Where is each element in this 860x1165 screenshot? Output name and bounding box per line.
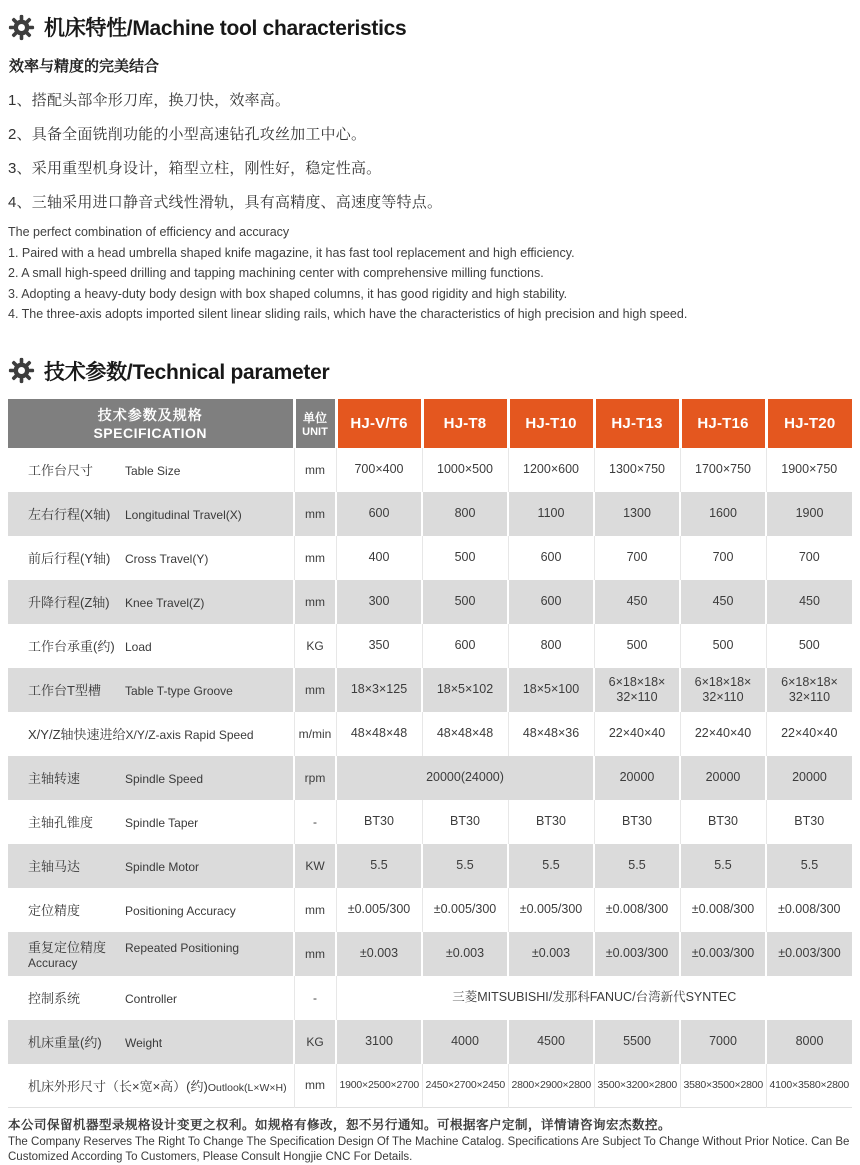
value-cell: 22×40×40 [680, 712, 766, 756]
unit-cell: mm [294, 932, 336, 976]
unit-cell: KG [294, 1020, 336, 1064]
value-cell: 500 [594, 624, 680, 668]
footnote-cn: 本公司保留机器型录规格设计变更之权利。如规格有修改，恕不另行通知。可根据客户定制，详情请咨询宏杰数控。 [8, 1118, 672, 1132]
row-label-en: Repeated Positioning Accuracy [28, 941, 240, 970]
section2-title: 技术参数/Technical parameter [44, 360, 330, 384]
value-cell: 1900×2500×2700 [336, 1064, 422, 1108]
row-label-cn: 主轴转速 [28, 771, 81, 786]
row-label-cn: 机床重量(约) [28, 1035, 102, 1050]
table-row [8, 580, 852, 624]
value-cell: ±0.005/300 [508, 888, 594, 932]
value-cell: 20000 [680, 756, 766, 800]
gear-icon [8, 357, 35, 384]
value-cell: 48×48×48 [336, 712, 422, 756]
row-label-cn: 升降行程(Z轴) [28, 595, 110, 610]
unit-cell: mm [294, 580, 336, 624]
value-cell: ±0.003/300 [766, 932, 852, 976]
table-row [8, 536, 852, 580]
value-cell: 20000(24000) [336, 756, 594, 800]
value-cell: 1900 [766, 492, 852, 536]
value-cell: 700×400 [336, 448, 422, 492]
value-cell: 5500 [594, 1020, 680, 1064]
value-cell: 800 [422, 492, 508, 536]
row-label [8, 624, 294, 668]
row-label-en: Outlook(L×W×H) [207, 1081, 287, 1094]
value-cell: 1700×750 [680, 448, 766, 492]
value-cell: 8000 [766, 1020, 852, 1064]
model-column-header: HJ-V/T6 [336, 399, 422, 448]
value-cell: 1300×750 [594, 448, 680, 492]
value-cell: ±0.003 [422, 932, 508, 976]
unit-header-cn: 单位 [302, 410, 327, 425]
model-column-header: HJ-T13 [594, 399, 680, 448]
feature-item-en: 1. Paired with a head umbrella shaped knife magazine, it has fast tool replacement and high efficiency. [8, 245, 575, 260]
value-cell: ±0.008/300 [766, 888, 852, 932]
spec-header-en: SPECIFICATION [93, 425, 208, 441]
table-row [8, 712, 852, 756]
row-label-en: Knee Travel(Z) [125, 596, 205, 610]
unit-cell: mm [294, 448, 336, 492]
value-cell: 300 [336, 580, 422, 624]
value-cell: ±0.008/300 [594, 888, 680, 932]
spec-table [8, 399, 852, 1109]
row-label [8, 800, 294, 844]
row-label-en: Cross Travel(Y) [125, 552, 209, 566]
value-cell: 700 [594, 536, 680, 580]
value-cell: 5.5 [508, 844, 594, 888]
row-label [8, 844, 294, 888]
row-label [8, 448, 294, 492]
row-label [8, 756, 294, 800]
value-cell: 450 [680, 580, 766, 624]
row-label-en: Longitudinal Travel(X) [125, 508, 242, 522]
row-label-en: Table Size [125, 464, 181, 478]
value-cell: 48×48×48 [422, 712, 508, 756]
row-label-cn: 工作台T型槽 [28, 683, 101, 698]
model-column-header: HJ-T8 [422, 399, 508, 448]
value-cell: 600 [422, 624, 508, 668]
table-row [8, 976, 852, 1020]
value-cell: 700 [766, 536, 852, 580]
value-cell: 20000 [766, 756, 852, 800]
row-label [8, 580, 294, 624]
unit-cell: KG [294, 624, 336, 668]
value-cell: 1900×750 [766, 448, 852, 492]
value-cell: BT30 [594, 800, 680, 844]
gear-icon [8, 14, 35, 41]
feature-item-en: 4. The three-axis adopts imported silent linear sliding rails, which have the characteristics of high precision and high speed. [8, 307, 688, 321]
table-row [8, 492, 852, 536]
spec-column-header [8, 399, 294, 448]
unit-cell: rpm [294, 756, 336, 800]
model-column-header: HJ-T20 [766, 399, 852, 448]
unit-cell: - [294, 976, 336, 1020]
value-cell: 6×18×18× 32×110 [766, 668, 852, 712]
value-cell: 600 [508, 580, 594, 624]
table-row [8, 668, 852, 712]
feature-list-en [8, 222, 852, 325]
table-row [8, 448, 852, 492]
unit-header-en: UNIT [302, 425, 328, 438]
row-label-cn: 工作台尺寸 [28, 463, 94, 478]
value-cell: 1600 [680, 492, 766, 536]
section1-heading [8, 12, 852, 42]
value-cell: 1000×500 [422, 448, 508, 492]
value-cell: 22×40×40 [594, 712, 680, 756]
value-cell: ±0.005/300 [422, 888, 508, 932]
unit-cell: mm [294, 536, 336, 580]
value-cell: BT30 [336, 800, 422, 844]
value-cell: 1200×600 [508, 448, 594, 492]
value-cell: 500 [422, 536, 508, 580]
row-label-en: Controller [125, 992, 178, 1006]
table-row [8, 844, 852, 888]
value-cell: 5.5 [422, 844, 508, 888]
row-label [8, 668, 294, 712]
value-cell: 400 [336, 536, 422, 580]
unit-cell: mm [294, 1064, 336, 1108]
value-cell: 三菱MITSUBISHI/发那科FANUC/台湾新代SYNTEC [336, 976, 852, 1020]
value-cell: 6×18×18× 32×110 [680, 668, 766, 712]
footnote-en: The Company Reserves The Right To Change The Specification Design Of The Machine Catalog. Specifications Are Subject To Change Without Prior Notice. Can Be Customized According To Customers, Please Consult Hongjie CNC For Details. [8, 1136, 850, 1163]
value-cell: 350 [336, 624, 422, 668]
value-cell: BT30 [508, 800, 594, 844]
table-row [8, 888, 852, 932]
value-cell: 2450×2700×2450 [422, 1064, 508, 1108]
value-cell: 5.5 [766, 844, 852, 888]
row-label-cn: 主轴马达 [28, 859, 81, 874]
model-column-header: HJ-T10 [508, 399, 594, 448]
row-label-en: Positioning Accuracy [125, 904, 236, 918]
value-cell: ±0.008/300 [680, 888, 766, 932]
value-cell: ±0.005/300 [336, 888, 422, 932]
row-label-cn: 重复定位精度 [28, 940, 107, 955]
value-cell: 500 [766, 624, 852, 668]
value-cell: ±0.003/300 [594, 932, 680, 976]
row-label [8, 536, 294, 580]
row-label-cn: 机床外形尺寸（长×宽×高）(约) [28, 1078, 208, 1094]
row-label-en: Table T-type Groove [125, 684, 233, 698]
row-label-en: X/Y/Z-axis Rapid Speed [125, 728, 254, 742]
value-cell: 7000 [680, 1020, 766, 1064]
row-label-cn: 定位精度 [28, 903, 81, 918]
row-label-en: Weight [125, 1036, 163, 1050]
unit-cell: - [294, 800, 336, 844]
feature-item-en: 2. A small high-speed drilling and tapping machining center with comprehensive milling functions. [8, 266, 544, 280]
value-cell: ±0.003 [508, 932, 594, 976]
row-label [8, 888, 294, 932]
feature-item-cn: 1、搭配头部伞形刀库，换刀快，效率高。 [8, 92, 291, 109]
value-cell: 800 [508, 624, 594, 668]
feature-intro-en: The perfect combination of efficiency and accuracy [8, 225, 290, 239]
row-label-cn: 工作台承重(约) [28, 639, 115, 654]
value-cell: 4100×3580×2800 [766, 1064, 852, 1108]
feature-item-en: 3. Adopting a heavy-duty body design with box shaped columns, it has good rigidity and high stability. [8, 286, 568, 301]
value-cell: 22×40×40 [766, 712, 852, 756]
value-cell: 700 [680, 536, 766, 580]
unit-cell: mm [294, 492, 336, 536]
value-cell: BT30 [766, 800, 852, 844]
value-cell: 5.5 [594, 844, 680, 888]
section1-title: 机床特性/Machine tool characteristics [44, 17, 407, 40]
value-cell: 18×5×100 [508, 668, 594, 712]
row-label [8, 492, 294, 536]
unit-cell: KW [294, 844, 336, 888]
value-cell: BT30 [422, 800, 508, 844]
value-cell: 3500×3200×2800 [594, 1064, 680, 1108]
row-label [8, 932, 294, 976]
section2-heading [8, 356, 852, 386]
value-cell: 1100 [508, 492, 594, 536]
feature-item-cn: 4、三轴采用进口静音式线性滑轨，具有高精度、高速度等特点。 [8, 194, 443, 211]
row-label [8, 712, 294, 756]
section1-subtitle: 效率与精度的完美结合 [9, 58, 160, 75]
row-label [8, 1020, 294, 1064]
value-cell: 6×18×18× 32×110 [594, 668, 680, 712]
value-cell: 450 [594, 580, 680, 624]
spec-header-cn: 技术参数及规格 [97, 407, 203, 423]
feature-item-cn: 3、采用重型机身设计，箱型立柱，刚性好，稳定性高。 [8, 160, 382, 177]
row-label-cn: 左右行程(X轴) [28, 507, 111, 522]
value-cell: 500 [422, 580, 508, 624]
row-label-cn: 主轴孔锥度 [28, 815, 94, 830]
row-label-en: Spindle Motor [125, 860, 200, 874]
value-cell: 4000 [422, 1020, 508, 1064]
unit-column-header [294, 399, 336, 448]
value-cell: 4500 [508, 1020, 594, 1064]
row-label-en: Spindle Speed [125, 772, 204, 786]
value-cell: 18×3×125 [336, 668, 422, 712]
value-cell: 3580×3500×2800 [680, 1064, 766, 1108]
row-label [8, 976, 294, 1020]
row-label [8, 1064, 294, 1108]
table-row [8, 1064, 852, 1108]
value-cell: BT30 [680, 800, 766, 844]
unit-cell: mm [294, 668, 336, 712]
unit-cell: m/min [294, 712, 336, 756]
feature-item-cn: 2、具备全面铣削功能的小型高速钻孔攻丝加工中心。 [8, 126, 367, 143]
value-cell: 450 [766, 580, 852, 624]
value-cell: 20000 [594, 756, 680, 800]
table-row [8, 756, 852, 800]
table-row [8, 1020, 852, 1064]
value-cell: 18×5×102 [422, 668, 508, 712]
row-label-cn: X/Y/Z轴快速进给 [28, 727, 126, 742]
value-cell: 600 [508, 536, 594, 580]
value-cell: ±0.003/300 [680, 932, 766, 976]
table-row [8, 932, 852, 976]
value-cell: 48×48×36 [508, 712, 594, 756]
value-cell: 1300 [594, 492, 680, 536]
model-column-header: HJ-T16 [680, 399, 766, 448]
row-label-cn: 控制系统 [28, 991, 81, 1006]
table-header-row [8, 399, 852, 448]
value-cell: ±0.003 [336, 932, 422, 976]
value-cell: 600 [336, 492, 422, 536]
table-row [8, 800, 852, 844]
row-label-en: Load [125, 640, 152, 654]
value-cell: 3100 [336, 1020, 422, 1064]
table-row [8, 624, 852, 668]
value-cell: 500 [680, 624, 766, 668]
feature-list-cn [8, 89, 852, 212]
row-label-en: Spindle Taper [125, 816, 199, 830]
value-cell: 5.5 [336, 844, 422, 888]
value-cell: 5.5 [680, 844, 766, 888]
unit-cell: mm [294, 888, 336, 932]
value-cell: 2800×2900×2800 [508, 1064, 594, 1108]
row-label-cn: 前后行程(Y轴) [28, 551, 111, 566]
